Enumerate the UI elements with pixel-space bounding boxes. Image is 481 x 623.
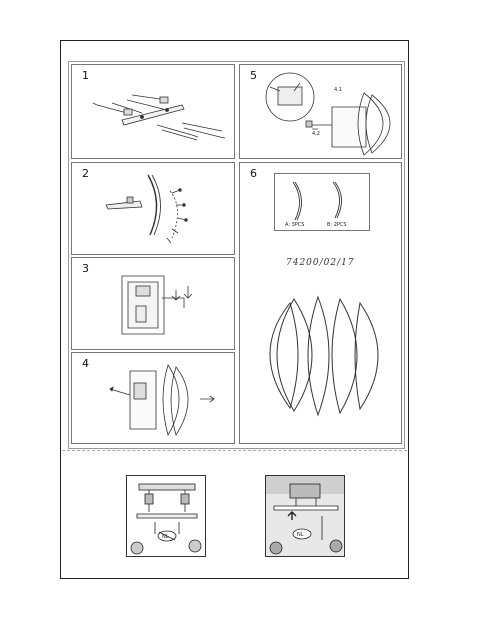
final-assembly-illustration <box>240 65 402 159</box>
step-2-panel <box>71 162 235 255</box>
callout-label-a: 4.1 <box>334 87 342 93</box>
wall-box-illustration <box>72 258 235 350</box>
mounting-detail-left <box>126 475 206 557</box>
model-code: 74200/02/17 <box>286 258 355 268</box>
step-3-panel <box>71 257 235 350</box>
callout-label-b: 4.2 <box>312 131 320 137</box>
step-6-panel <box>239 162 402 444</box>
shade-mount-illustration <box>72 353 235 444</box>
step-4-panel <box>71 352 235 444</box>
screws-and-bracket-illustration <box>72 65 235 159</box>
nl-tag-right: NL <box>297 532 304 538</box>
part-b-label: B: 2PCS <box>327 222 347 228</box>
step-number: 3 <box>82 262 89 275</box>
step-number: 4 <box>82 357 89 370</box>
step-number: 6 <box>250 167 257 180</box>
shade-attach-illustration <box>72 163 235 255</box>
step-1-panel <box>71 64 235 159</box>
section-divider <box>62 450 407 451</box>
step-number: 5 <box>250 69 257 82</box>
mounting-detail-left-illustration <box>127 476 206 557</box>
assembled-lamp-illustration <box>240 163 402 444</box>
step-number: 2 <box>82 167 89 180</box>
mounting-detail-right-illustration <box>266 476 345 557</box>
mounting-detail-right <box>265 475 345 557</box>
step-5-panel <box>239 64 402 159</box>
part-a-label: A: 3PCS <box>285 222 305 228</box>
step-number: 1 <box>82 69 89 82</box>
nl-tag-left: NL <box>162 534 169 540</box>
